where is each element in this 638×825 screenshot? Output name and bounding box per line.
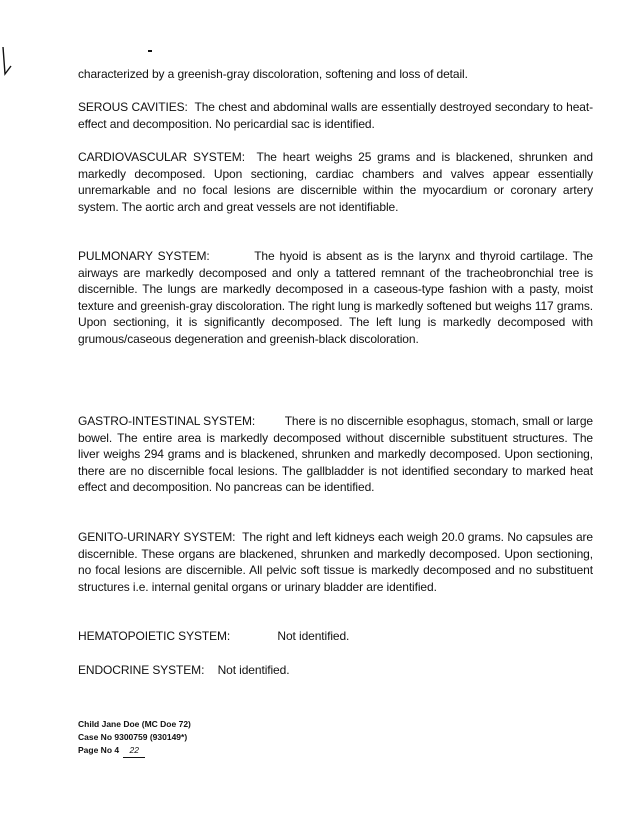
scan-mark-icon — [2, 46, 12, 76]
section-genitourinary — [78, 529, 593, 595]
section-serous-cavities — [78, 99, 593, 132]
section-heading: PULMONARY SYSTEM: — [78, 249, 210, 263]
section-body: There is no discernible esophagus, stomach, small or large bowel. The entire area is markedly decomposed without discernible substituent structures. The liver weighs 294 grams and is blackened, shrunken and markedly decomposed. Upon sectioning, there are no discernible focal lesions. The gallbladder is not identified secondary to marked heat effect and decomposition. No pancreas can be identified. — [78, 414, 593, 494]
section-heading: ENDOCRINE SYSTEM: — [78, 663, 205, 677]
section-heading: GASTRO-INTESTINAL SYSTEM: — [78, 414, 256, 428]
section-heading: HEMATOPOIETIC SYSTEM: — [78, 629, 231, 643]
section-heading: GENITO-URINARY SYSTEM: — [78, 530, 236, 544]
footer-case-number: Case No 9300759 (930149*) — [78, 732, 188, 742]
section-pulmonary — [78, 248, 593, 347]
section-heading: CARDIOVASCULAR SYSTEM: — [78, 150, 245, 164]
section-cardiovascular — [78, 149, 593, 215]
section-body: Not identified. — [217, 663, 290, 677]
section-body: The chest and abdominal walls are essentially destroyed secondary to heat-effect and decomposition. No pericardial sac is identified. — [78, 100, 593, 131]
section-body: The heart weighs 25 grams and is blackened, shrunken and markedly decomposed. Upon sectioning, cardiac chambers and valves appear essentially unremarkable and no focal lesions are discernible within the myocardium or coronary artery system. The aortic arch and great vessels are not identifiable. — [78, 150, 593, 214]
section-endocrine — [78, 662, 593, 679]
footer-page-handwritten: 22 — [123, 744, 144, 758]
footer-page — [78, 744, 191, 758]
section-body: The right and left kidneys each weigh 20.0 grams. No capsules are discernible. These organs are blackened, shrunken and markedly decomposed. Upon sectioning, no focal lesions are discernible. All pelvic soft tissue is markedly decomposed and no substituent structures i.e. internal genital organs or urinary bladder are identified. — [78, 530, 593, 594]
footer-case-name: Child Jane Doe (MC Doe 72) — [78, 719, 191, 729]
section-gastrointestinal — [78, 413, 593, 496]
footer-page-label: Page No 4 — [78, 745, 120, 755]
section-body: Not identified. — [277, 629, 350, 643]
case-footer — [78, 718, 191, 758]
continuation-text: characterized by a greenish-gray discoloration, softening and loss of detail. — [78, 67, 468, 81]
section-heading: SEROUS CAVITIES: — [78, 100, 188, 114]
section-body: The hyoid is absent as is the larynx and thyroid cartilage. The airways are markedly decomposed and only a tattered remnant of the tracheobronchial tree is discernible. The lungs are markedly decomposed in a caseous-type fashion with a pasty, moist texture and greenish-gray discoloration. The right lung is markedly softened but weighs 117 grams. Upon sectioning, it is significantly decomposed. The left lung is markedly decomposed with grumous/caseous degeneration and greenish-black discoloration. — [78, 249, 594, 346]
section-hematopoietic — [78, 628, 593, 645]
scan-speck — [148, 50, 152, 52]
